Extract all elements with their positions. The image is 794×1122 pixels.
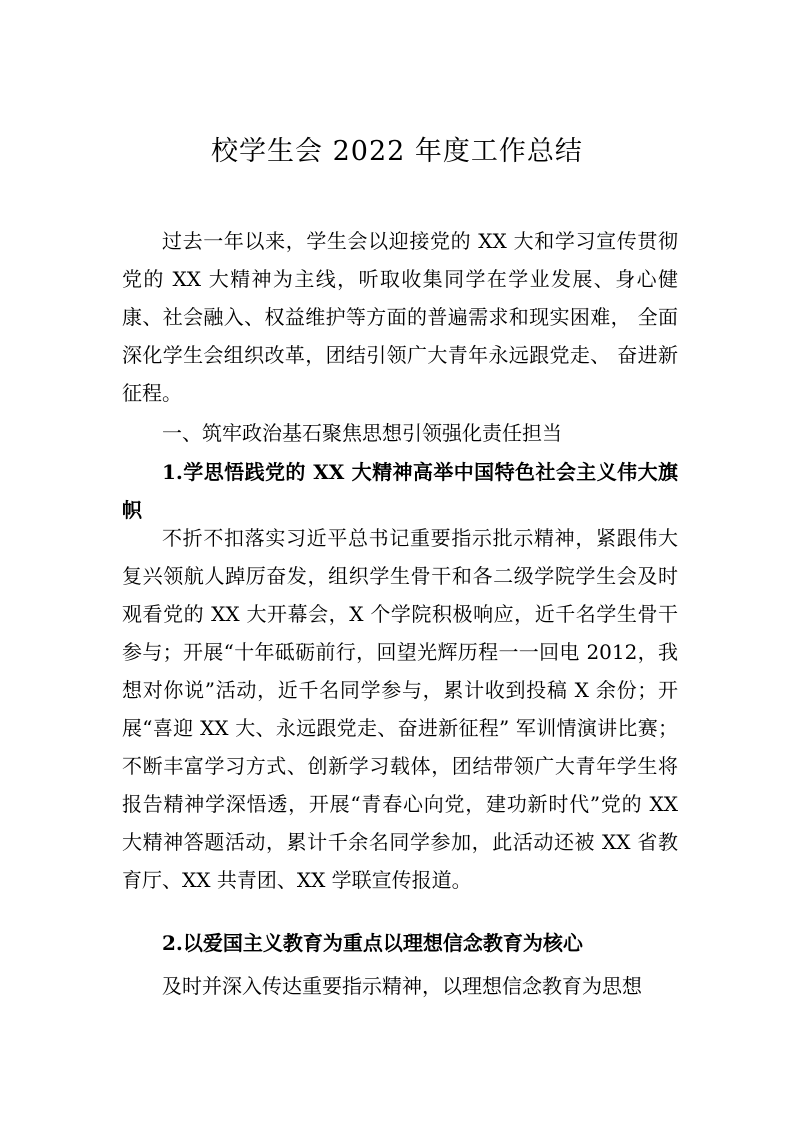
section-1-heading: 一、筑牢政治基石聚焦思想引领强化责任担当 (162, 421, 562, 445)
subsection-1-heading: 1.学思悟践党的 XX 大精神高举中国特色社会主义伟大旗帜 (122, 460, 678, 522)
subsection-1-paragraph: 不折不扣落实习近平总书记重要指示批示精神，紧跟伟大复兴领航人踔厉奋发，组织学生骨干和各二级学院学生会及时观看党的 XX 大开幕会，X 个学院积极响应，近千名学生骨干参与；开展“十年砥砺前行，回望光辉历程一一回电 2012，我想对你说”活动，近千名同学参与，累计收到投稿 X 余份；开展“喜迎 XX 大、永远跟党走、奋进新征程” 军训情演讲比赛；不断丰富学习方式、创新学习载体，团结带领广大青年学生将报告精神学深悟透，开展“青春心向党，建功新时代”党的 XX 大精神答题活动，累计千余名同学参加，此活动还被 XX 省教育厅、XX 共青团、XX 学联宣传报道。 (122, 526, 678, 892)
subsection-2-heading: 2.以爱国主义教育为重点以理想信念教育为核心 (162, 931, 583, 955)
intro-paragraph: 过去一年以来，学生会以迎接党的 XX 大和学习宣传贯彻党的 XX 大精神为主线，听取收集同学在学业发展、身心健康、社会融入、权益维护等方面的普遍需求和现实困难， 全面深化学生会组织改革，团结引领广大青年永远跟党走、 奋进新征程。 (122, 229, 678, 405)
subsection-2-paragraph: 及时并深入传达重要指示精神，以理想信念教育为思想 (162, 974, 642, 998)
document-title: 校学生会 2022 年度工作总结 (211, 136, 583, 167)
